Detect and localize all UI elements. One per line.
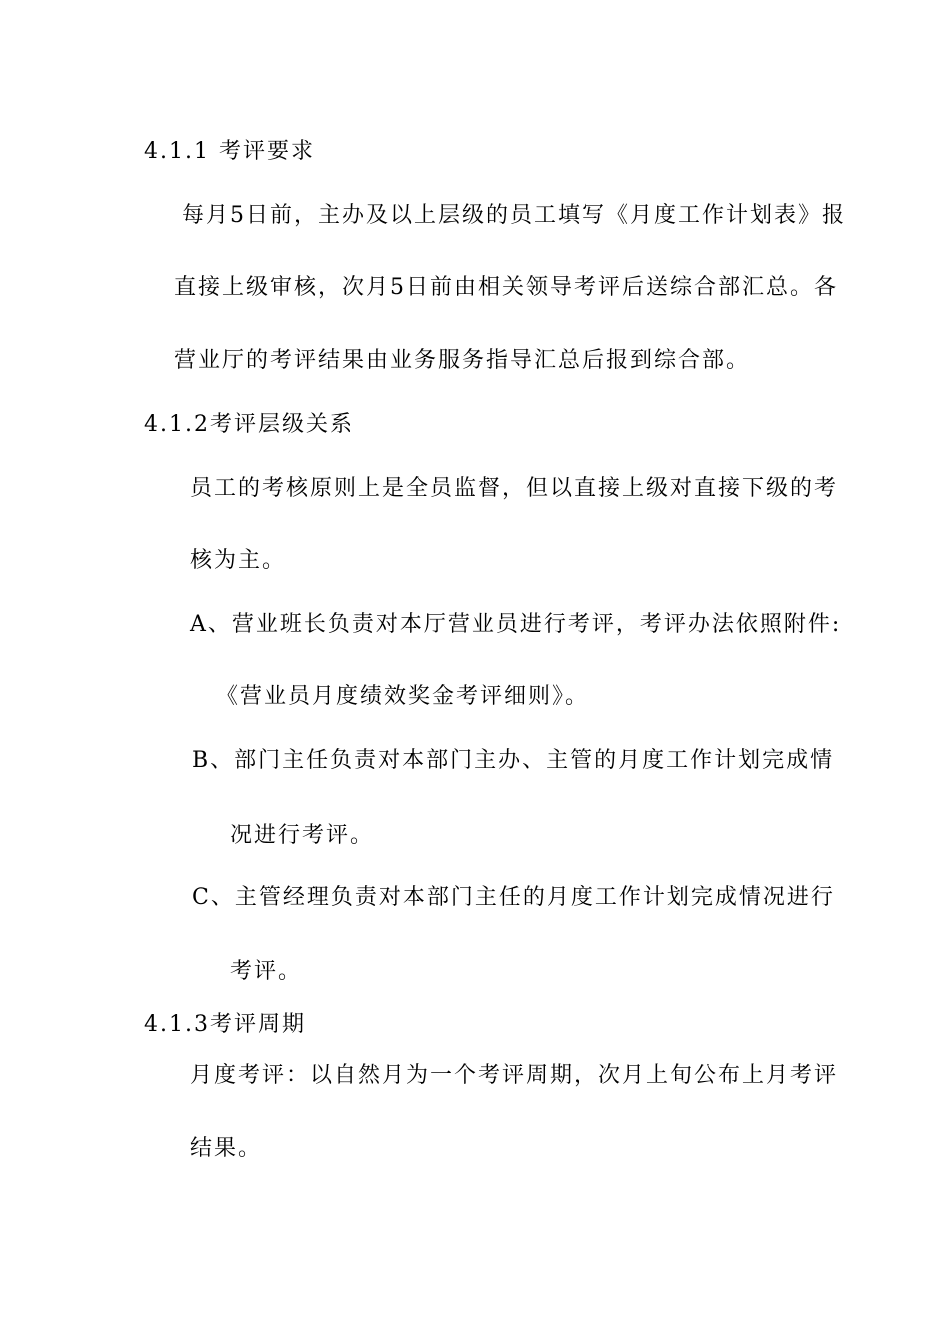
paragraph-line: 每月5日前，主办及以上层级的员工填写《月度工作计划表》报 xyxy=(182,203,846,228)
paragraph-line: 核为主。 xyxy=(190,548,287,573)
list-item-b: B、部门主任负责对本部门主办、主管的月度工作计划完成情 xyxy=(192,748,835,773)
paragraph-line: 月度考评：以自然月为一个考评周期，次月上旬公布上月考评 xyxy=(190,1063,839,1088)
paragraph-line: 结果。 xyxy=(190,1136,263,1161)
section-heading-4-1-1: 4.1.1 考评要求 xyxy=(144,139,315,164)
list-item-a-continuation: 《营业员月度绩效奖金考评细则》。 xyxy=(216,684,590,709)
paragraph-line: 员工的考核原则上是全员监督，但以直接上级对直接下级的考 xyxy=(190,476,839,501)
section-heading-4-1-2: 4.1.2考评层级关系 xyxy=(144,412,354,437)
paragraph-line: 直接上级审核，次月5日前由相关领导考评后送综合部汇总。各 xyxy=(174,275,838,300)
list-item-c: C、主管经理负责对本部门主任的月度工作计划完成情况进行 xyxy=(192,885,835,910)
list-item-b-continuation: 况进行考评。 xyxy=(230,823,375,848)
list-item-a: A、营业班长负责对本厅营业员进行考评，考评办法依照附件: xyxy=(190,612,842,637)
paragraph-line: 营业厅的考评结果由业务服务指导汇总后报到综合部。 xyxy=(174,348,751,373)
list-item-c-continuation: 考评。 xyxy=(230,959,303,984)
section-heading-4-1-3: 4.1.3考评周期 xyxy=(144,1012,306,1037)
